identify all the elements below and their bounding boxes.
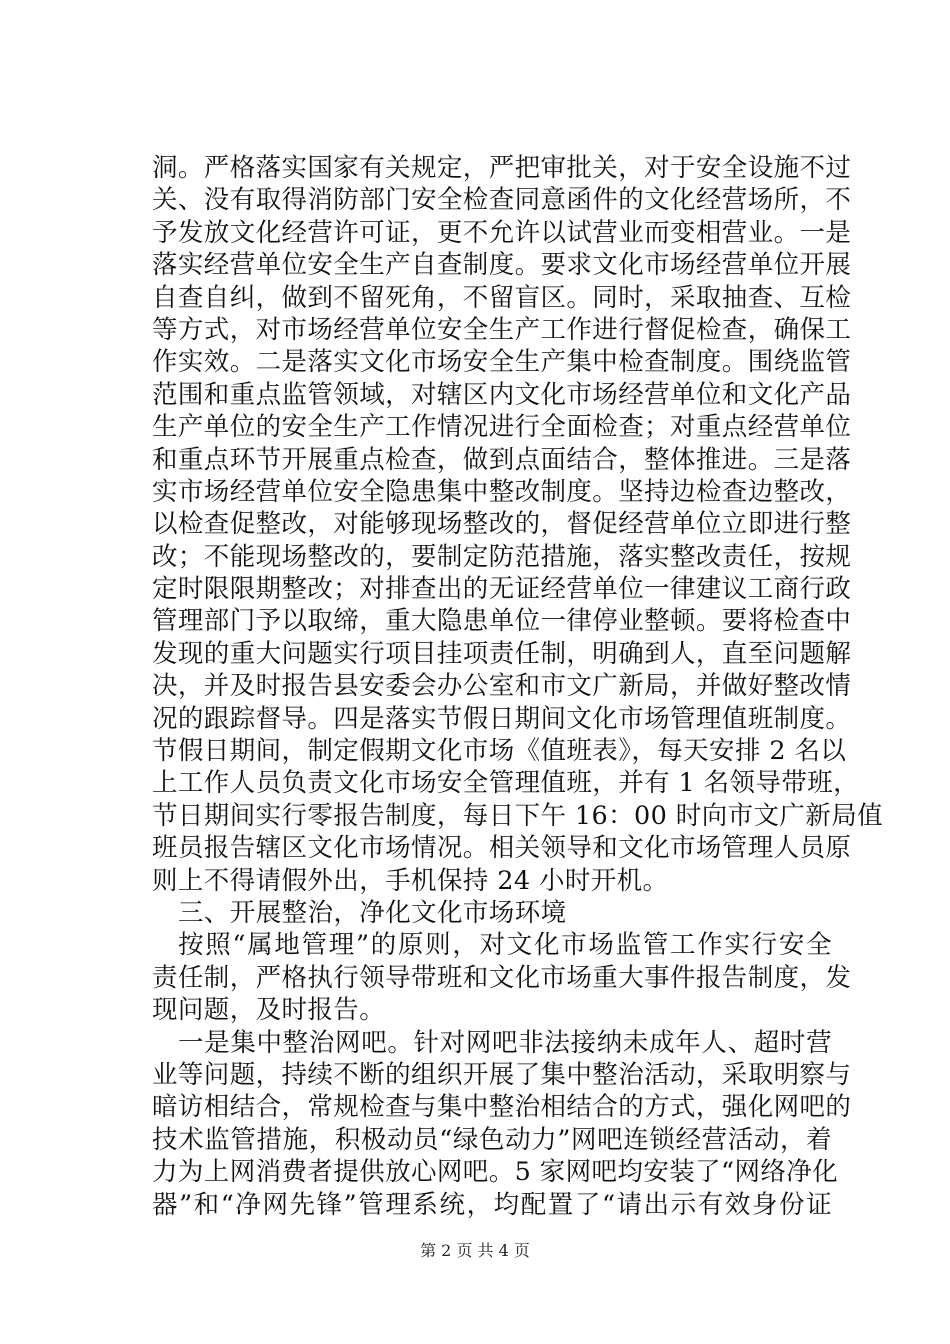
text-line: 以检查促整改，对能够现场整改的，督促经营单位立即进行整	[152, 509, 852, 540]
text-line: 现问题，及时报告。	[152, 995, 386, 1026]
text-line: 等方式，对市场经营单位安全生产工作进行督促检查，确保工	[152, 314, 852, 345]
text-line: 发现的重大问题实行项目挂项责任制，明确到人，直至问题解	[152, 638, 852, 669]
text-line: 则上不得请假外出，手机保持 24 小时开机。	[152, 865, 669, 896]
text-line: 落实经营单位安全生产自查制度。要求文化市场经营单位开展	[152, 250, 852, 281]
text-line: 予发放文化经营许可证，更不允许以试营业而变相营业。一是	[152, 217, 852, 248]
text-line: 上工作人员负责文化市场安全管理值班，并有 1 名领导带班，	[152, 768, 860, 799]
text-line: 技术监管措施，积极动员“绿色动力”网吧连锁经营活动，着	[152, 1124, 832, 1155]
text-line: 按照“属地管理”的原则，对文化市场监管工作实行安全	[178, 930, 832, 961]
text-line: 况的跟踪督导。四是落实节假日期间文化市场管理值班制度。	[152, 703, 852, 734]
text-line: 三、开展整治，净化文化市场环境	[178, 897, 567, 928]
text-line: 洞。严格落实国家有关规定，严把审批关，对于安全设施不过	[152, 153, 852, 183]
text-line: 定时限限期整改；对排查出的无证经营单位一律建议工商行政	[152, 574, 852, 605]
text-line: 节日期间实行零报告制度，每日下午 16：00 时向市文广新局值	[152, 800, 884, 831]
text-line: 一是集中整治网吧。针对网吧非法接纳未成年人、超时营	[178, 1027, 832, 1058]
text-line: 实市场经营单位安全隐患集中整改制度。坚持边检查边整改，	[152, 476, 852, 507]
text-line: 决，并及时报告县安委会办公室和市文广新局，并做好整改情	[152, 671, 852, 702]
page-footer: 第 2 页 共 4 页	[420, 1241, 530, 1260]
text-line: 暗访相结合，常规检查与集中整治相结合的方式，强化网吧的	[152, 1092, 852, 1123]
text-line: 管理部门予以取缔，重大隐患单位一律停业整顿。要将检查中	[152, 606, 852, 637]
text-line: 力为上网消费者提供放心网吧。5 家网吧均安装了“网络净化	[152, 1157, 839, 1188]
text-line: 和重点环节开展重点检查，做到点面结合，整体推进。三是落	[152, 444, 852, 475]
text-line: 改；不能现场整改的，要制定防范措施，落实整改责任，按规	[152, 541, 852, 572]
document-body	[152, 152, 884, 1221]
text-line: 节假日期间，制定假期文化市场《值班表》，每天安排 2 名以	[152, 736, 847, 767]
text-line: 关、没有取得消防部门安全检查同意函件的文化经营场所，不	[152, 185, 852, 216]
text-line: 器”和“净网先锋”管理系统，均配置了“请出示有效身份证	[152, 1189, 832, 1220]
text-line: 业等问题，持续不断的组织开展了集中整治活动，采取明察与	[152, 1059, 852, 1090]
text-line: 自查自纠，做到不留死角，不留盲区。同时，采取抽查、互检	[152, 282, 852, 313]
text-line: 班员报告辖区文化市场情况。相关领导和文化市场管理人员原	[152, 833, 852, 864]
text-line: 范围和重点监管领域，对辖区内文化市场经营单位和文化产品	[152, 379, 852, 410]
text-line: 责任制，严格执行领导带班和文化市场重大事件报告制度，发	[152, 962, 852, 993]
text-line: 作实效。二是落实文化市场安全生产集中检查制度。围绕监管	[152, 347, 852, 378]
text-line: 生产单位的安全生产工作情况进行全面检查；对重点经营单位	[152, 412, 852, 443]
